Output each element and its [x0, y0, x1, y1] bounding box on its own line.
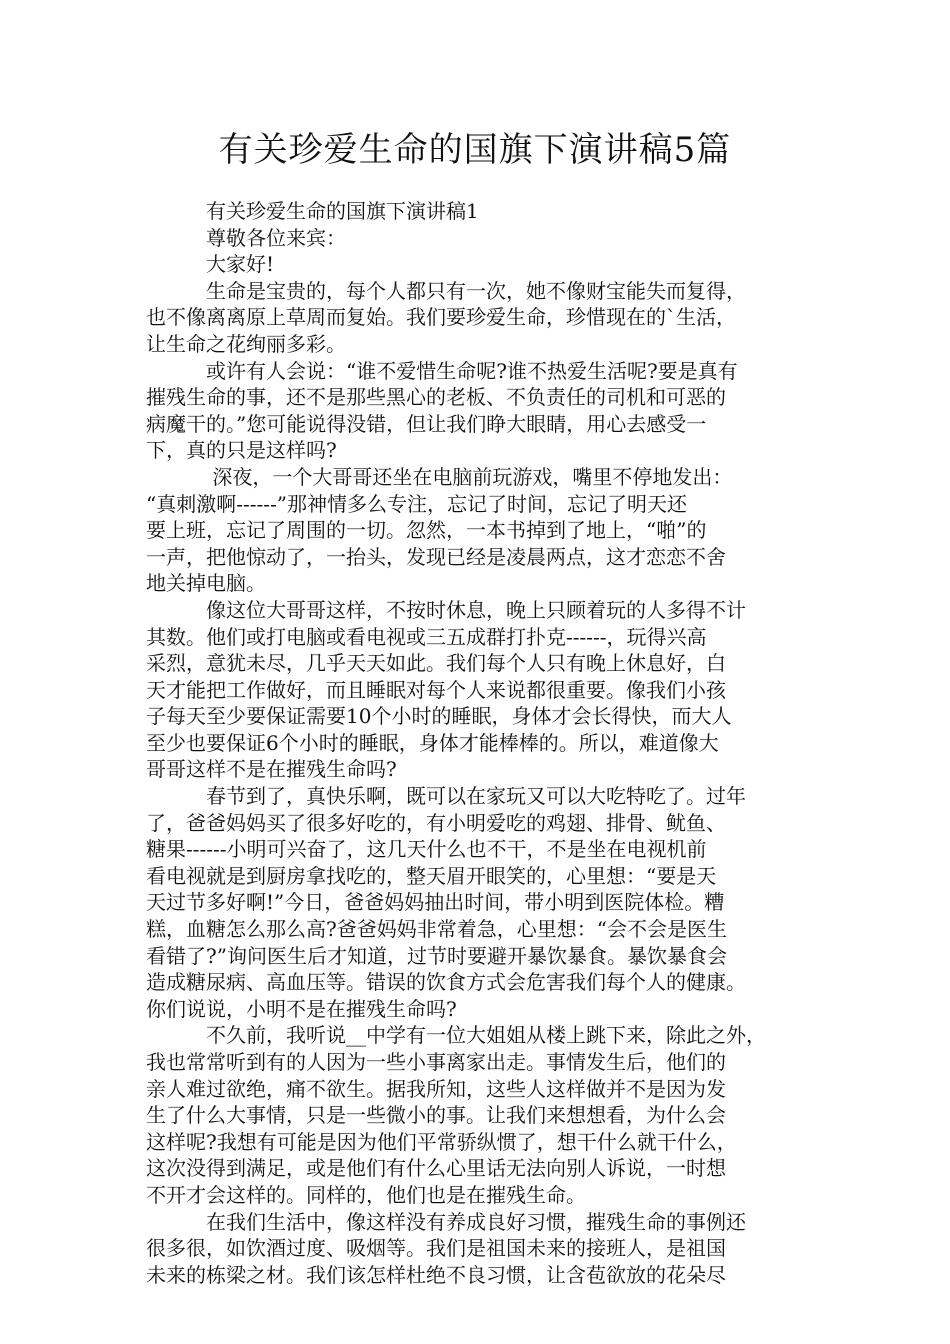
text-line: 亲人难过欲绝，痛不欲生。据我所知，这些人这样做并不是因为发: [146, 1076, 726, 1101]
text-line: 春节到了，真快乐啊，既可以在家玩又可以大吃特吃了。过年: [146, 784, 746, 809]
text-line: 不久前，我听说__中学有一位大姐姐从楼上跳下来，除此之外，: [146, 1023, 766, 1048]
text-line: 摧残生命的事，还不是那些黑心的老板、不负责任的司机和可恶的: [146, 385, 726, 410]
text-line: 天才能把工作做好，而且睡眠对每个人来说都很重要。像我们小孩: [146, 677, 726, 702]
text-line: 这样呢?我想有可能是因为他们平常骄纵惯了，想干什么就干什么，: [146, 1129, 737, 1154]
text-line: 或许有人会说：“谁不爱惜生命呢?谁不热爱生活呢?要是真有: [146, 358, 738, 383]
text-line: 看错了?”询问医生后才知道，过节时要避开暴饮暴食。暴饮暴食会: [146, 943, 727, 968]
text-line: 哥哥这样不是在摧残生命吗?: [146, 757, 397, 782]
text-line: 一声，把他惊动了，一抬头，发现已经是凌晨两点，这才恋恋不舍: [146, 544, 726, 569]
text-line: 像这位大哥哥这样，不按时休息，晚上只顾着玩的人多得不计: [146, 597, 746, 622]
text-line: 下，真的只是这样吗?: [146, 438, 337, 463]
text-line: 深夜，一个大哥哥还坐在电脑前玩游戏，嘴里不停地发出：: [146, 464, 733, 489]
text-line: 病魔干的。”您可能说得没错，但让我们睁大眼睛，用心去感受一: [146, 411, 707, 436]
text-line: 有关珍爱生命的国旗下演讲稿1: [146, 199, 479, 223]
text-line: 地关掉电脑。: [146, 571, 266, 596]
text-line: 至少也要保证6个小时的睡眠，身体才能棒棒的。所以，难道像大: [146, 730, 719, 755]
text-line: 很多很，如饮酒过度、吸烟等。我们是祖国未来的接班人，是祖国: [146, 1236, 726, 1261]
text-line: 看电视就是到厨房拿找吃的，整天眉开眼笑的，心里想：“要是天: [146, 863, 717, 888]
text-line: 要上班，忘记了周围的一切。忽然，一本书掉到了地上，“啪”的: [146, 518, 707, 543]
document-body: [146, 198, 822, 1288]
text-line: 这次没得到满足，或是他们有什么心里话无法向别人诉说，一时想: [146, 1156, 726, 1181]
text-line: 不开才会这样的。同样的，他们也是在摧残生命。: [146, 1182, 586, 1207]
text-line: 尊敬各位来宾：: [146, 225, 346, 250]
text-line: 其数。他们或打电脑或看电视或三五成群打扑克------，玩得兴高: [146, 624, 707, 649]
text-line: 糕，血糖怎么那么高?爸爸妈妈非常着急，心里想：“会不会是医生: [146, 917, 727, 942]
document-title: 有关珍爱生命的国旗下演讲稿5篇: [218, 130, 732, 170]
text-line: 造成糖尿病、高血压等。错误的饮食方式会危害我们每个人的健康。: [146, 970, 746, 995]
text-line: 未来的栋梁之材。我们该怎样杜绝不良习惯，让含苞欲放的花朵尽: [146, 1262, 726, 1287]
text-line: 大家好!: [146, 252, 275, 277]
text-line: 也不像离离原上草周而复始。我们要珍爱生命，珍惜现在的`生活，: [146, 305, 736, 330]
text-line: 我也常常听到有的人因为一些小事离家出走。事情发生后，他们的: [146, 1050, 726, 1074]
text-line: 子每天至少要保证需要10个小时的睡眠，身体才会长得快，而大人: [146, 704, 732, 729]
text-line: 你们说说，小明不是在摧残生命吗?: [146, 996, 457, 1021]
text-line: 天过节多好啊!”今日，爸爸妈妈抽出时间，带小明到医院体检。糟: [146, 890, 725, 915]
text-line: 让生命之花绚丽多彩。: [146, 331, 346, 356]
text-line: “真刺激啊------”那神情多么专注，忘记了时间，忘记了明天还: [146, 491, 687, 516]
text-line: 生了什么大事情，只是一些微小的事。让我们来想想看，为什么会: [146, 1103, 726, 1128]
text-line: 采烈，意犹未尽，几乎天天如此。我们每个人只有晚上休息好，白: [146, 651, 726, 676]
text-line: 生命是宝贵的，每个人都只有一次，她不像财宝能失而复得，: [146, 278, 746, 303]
text-line: 了，爸爸妈妈买了很多好吃的，有小明爱吃的鸡翅、排骨、鱿鱼、: [146, 810, 726, 835]
text-line: 糖果------小明可兴奋了，这几天什么也不干，不是坐在电视机前: [146, 837, 707, 862]
text-line: 在我们生活中，像这样没有养成良好习惯，摧残生命的事例还: [146, 1209, 746, 1234]
